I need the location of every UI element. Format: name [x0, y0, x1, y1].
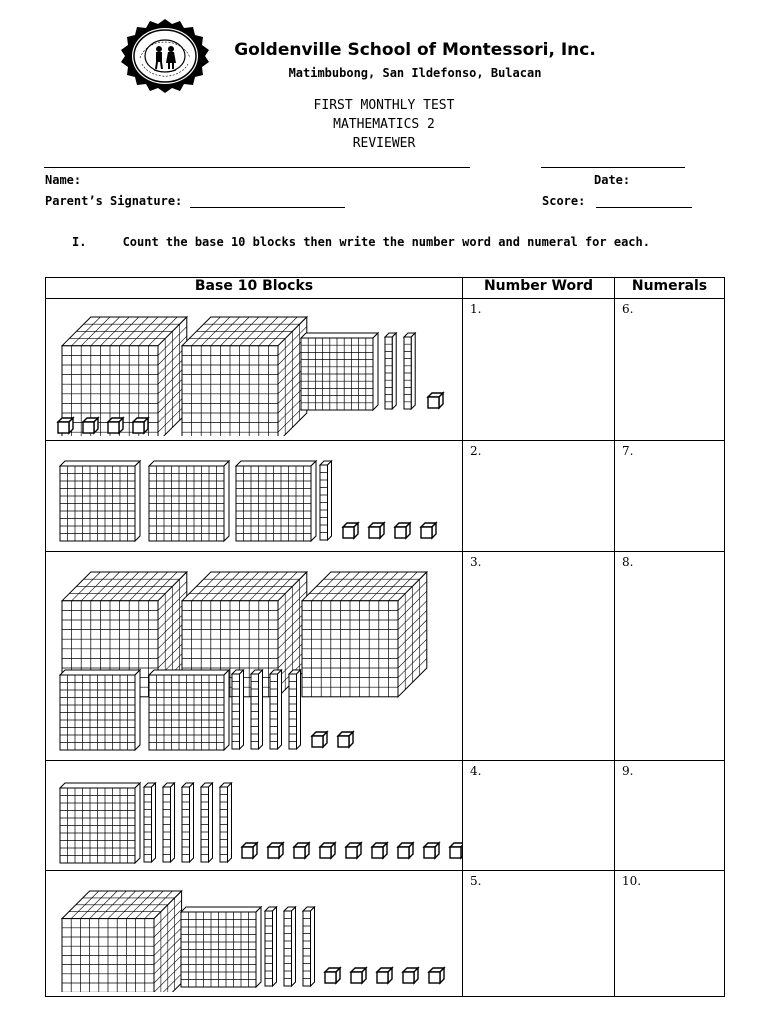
item-number: 9. — [622, 764, 634, 778]
one-unit-block — [338, 732, 353, 747]
ten-rod-block — [265, 907, 277, 986]
number-word-cell[interactable] — [463, 871, 615, 997]
item-number: 10. — [622, 874, 642, 888]
ten-rod-block — [220, 783, 232, 862]
hundred-flat-block — [60, 461, 140, 541]
one-unit-block — [424, 843, 439, 858]
school-address: Matimbubong, San Ildefonso, Bulacan — [288, 66, 542, 80]
ten-rod-block — [144, 783, 156, 862]
numeral-cell[interactable] — [615, 299, 725, 441]
base10-blocks-figure — [46, 761, 462, 866]
blocks-cell — [46, 552, 463, 761]
ten-rod-block — [385, 333, 396, 409]
one-unit-block — [133, 418, 148, 433]
blocks-cell — [46, 871, 463, 997]
one-unit-block — [320, 843, 335, 858]
hundred-flat-block — [60, 783, 140, 863]
hundred-flat-block — [149, 461, 229, 541]
signature-line[interactable] — [190, 207, 345, 208]
one-unit-block — [428, 393, 443, 408]
base10-blocks-figure — [46, 299, 462, 436]
name-label: Name: — [45, 173, 82, 187]
table-row — [46, 441, 725, 552]
ten-rod-block — [182, 783, 194, 862]
score-line[interactable] — [596, 207, 692, 208]
hundred-flat-block — [149, 670, 229, 750]
hundred-cube-block — [62, 317, 187, 436]
blocks-cell — [46, 761, 463, 871]
one-unit-block — [343, 523, 358, 538]
one-unit-block — [346, 843, 361, 858]
one-unit-block — [377, 968, 392, 983]
reviewer-title: REVIEWER — [352, 136, 416, 151]
one-unit-block — [403, 968, 418, 983]
blocks-cell — [46, 299, 463, 441]
test-title: FIRST MONTHLY TEST — [313, 98, 455, 113]
hundred-cube-block — [182, 317, 307, 436]
item-number: 7. — [622, 444, 634, 458]
header-number-word: Number Word — [463, 278, 615, 299]
hundred-flat-block — [301, 333, 378, 410]
one-unit-block — [242, 843, 257, 858]
item-number: 8. — [622, 555, 634, 569]
instruction-text — [72, 235, 722, 249]
ten-rod-block — [284, 907, 296, 986]
school-logo — [120, 18, 210, 94]
number-word-cell[interactable] — [463, 441, 615, 552]
one-unit-block — [395, 523, 410, 538]
ten-rod-block — [201, 783, 213, 862]
item-number: 4. — [470, 764, 482, 778]
item-number: 2. — [470, 444, 482, 458]
one-unit-block — [294, 843, 309, 858]
hundred-cube-block — [302, 572, 427, 697]
one-unit-block — [421, 523, 436, 538]
hundred-cube-block — [62, 891, 182, 992]
ten-rod-block — [303, 907, 315, 986]
instruction-body: Count the base 10 blocks then write the number word and numeral for each. — [122, 235, 650, 249]
number-word-cell[interactable] — [463, 552, 615, 761]
name-line[interactable] — [44, 167, 470, 168]
score-label: Score: — [542, 194, 586, 208]
one-unit-block — [372, 843, 387, 858]
item-number: 3. — [470, 555, 482, 569]
one-unit-block — [351, 968, 366, 983]
base10-blocks-figure — [46, 441, 462, 547]
base10-blocks-figure — [46, 552, 462, 756]
item-number: 6. — [622, 302, 634, 316]
one-unit-block — [268, 843, 283, 858]
one-unit-block — [108, 418, 123, 433]
one-unit-block — [325, 968, 340, 983]
ten-rod-block — [163, 783, 175, 862]
numeral-cell[interactable] — [615, 871, 725, 997]
header-numerals: Numerals — [615, 278, 725, 299]
ten-rod-block — [320, 461, 332, 540]
one-unit-block — [429, 968, 444, 983]
one-unit-block — [398, 843, 413, 858]
item-number: 5. — [470, 874, 482, 888]
one-unit-block — [312, 732, 327, 747]
base10-blocks-figure — [46, 871, 462, 992]
ten-rod-block — [270, 670, 282, 749]
ten-rod-block — [289, 670, 301, 749]
one-unit-block — [83, 418, 98, 433]
number-word-cell[interactable] — [463, 299, 615, 441]
hundred-flat-block — [236, 461, 316, 541]
numeral-cell[interactable] — [615, 552, 725, 761]
subject-title: MATHEMATICS 2 — [333, 117, 435, 132]
blocks-table — [45, 277, 725, 997]
table-row — [46, 761, 725, 871]
table-row — [46, 299, 725, 441]
school-name: Goldenville School of Montessori, Inc. — [234, 40, 596, 60]
number-word-cell[interactable] — [463, 761, 615, 871]
date-label: Date: — [594, 173, 631, 187]
one-unit-block — [58, 418, 73, 433]
ten-rod-block — [232, 670, 244, 749]
one-unit-block — [450, 843, 462, 858]
instruction-roman: I. — [72, 235, 87, 249]
hundred-flat-block — [60, 670, 140, 750]
table-row — [46, 552, 725, 761]
table-row — [46, 871, 725, 997]
one-unit-block — [369, 523, 384, 538]
numeral-cell[interactable] — [615, 761, 725, 871]
hundred-flat-block — [181, 907, 261, 987]
item-number: 1. — [470, 302, 482, 316]
date-line[interactable] — [541, 167, 685, 168]
signature-label: Parent’s Signature: — [45, 194, 183, 208]
header-base10: Base 10 Blocks — [46, 278, 463, 299]
ten-rod-block — [251, 670, 263, 749]
blocks-cell — [46, 441, 463, 552]
ten-rod-block — [404, 333, 415, 409]
numeral-cell[interactable] — [615, 441, 725, 552]
